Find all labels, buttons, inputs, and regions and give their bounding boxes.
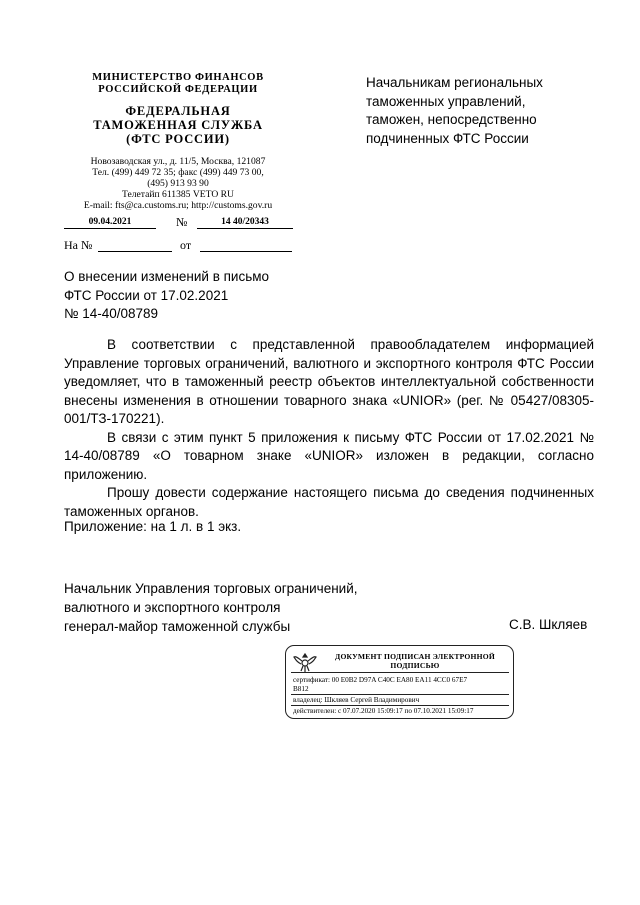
signer-position-line: валютного и экспортного контроля xyxy=(64,600,281,615)
number-sign: № xyxy=(176,215,188,229)
attachment-note: Приложение: на 1 л. в 1 экз. xyxy=(64,519,242,534)
service-line: (ФТС РОССИИ) xyxy=(126,132,230,146)
letter-date: 09.04.2021 xyxy=(64,217,156,229)
service-line: ФЕДЕРАЛЬНАЯ xyxy=(125,104,231,118)
letter-number: 14 40/20343 xyxy=(197,217,293,229)
recipient-line: Начальникам региональных xyxy=(366,75,543,90)
signer-position xyxy=(64,579,464,636)
contacts-block xyxy=(58,156,298,211)
recipient-line: таможен, непосредственно xyxy=(366,112,537,127)
ministry-line: РОССИЙСКОЙ ФЕДЕРАЦИИ xyxy=(98,84,258,95)
stamp-divider xyxy=(291,694,509,695)
signer-position-line: Начальник Управления торговых ограничений, xyxy=(64,581,358,596)
stamp-validity: действителен: с 07.07.2020 15:09:17 по 07.10.2021 15:09:17 xyxy=(293,707,474,715)
body-paragraph: В соответствии с представленной правообладателем информацией Управление торговых ограничений, валютного и экспортного контроля ФТС России уведомляет, что в таможенный реестр объектов интеллектуальной собственности внесены изменения в отношении товарного знака «UNIOR» (рег. № 05427/08305-001/ТЗ-170221). xyxy=(64,337,594,426)
reference-date-label: от xyxy=(180,238,192,252)
contact-line: Новозаводская ул., д. 11/5, Москва, 121087 xyxy=(90,156,266,167)
contact-line: (495) 913 93 90 xyxy=(147,178,209,189)
stamp-title-line: ДОКУМЕНТ ПОДПИСАН ЭЛЕКТРОННОЙ xyxy=(335,652,495,661)
stamp-certificate: сертификат: 00 E0B2 D97A C40C EA80 EA11 4CC0 67E7 xyxy=(293,676,468,684)
body-paragraph: Прошу довести содержание настоящего письма до сведения подчиненных таможенных органов. xyxy=(64,485,594,519)
contact-line: E-mail: fts@ca.customs.ru; http://customs.gov.ru xyxy=(83,200,273,211)
recipient-line: таможенных управлений, xyxy=(366,93,526,109)
reference-number-blank xyxy=(98,251,172,252)
registration-line xyxy=(64,217,296,233)
stamp-divider xyxy=(291,705,509,706)
stamp-certificate-cont: B812 xyxy=(293,685,309,693)
subject-line: № 14-40/08789 xyxy=(64,306,159,321)
sender-header xyxy=(58,72,298,211)
stamp-title-line: ПОДПИСЬЮ xyxy=(390,661,440,670)
recipient-block xyxy=(366,74,596,148)
stamp-title xyxy=(320,652,510,670)
ministry-line: МИНИСТЕРСТВО ФИНАНСОВ xyxy=(92,72,264,83)
reference-line xyxy=(64,238,296,256)
contact-line: Тел. (499) 449 72 35; факс (499) 449 73 00, xyxy=(92,167,264,178)
subject-line: ФТС России от 17.02.2021 xyxy=(64,287,229,303)
service-name xyxy=(58,104,298,146)
letter-subject xyxy=(64,268,324,324)
service-line: ТАМОЖЕННАЯ СЛУЖБА xyxy=(93,118,263,132)
reference-number-label: На № xyxy=(64,238,93,252)
signer-position-line: генерал-майор таможенной службы xyxy=(64,619,291,634)
stamp-owner: владелец: Шкляев Сергей Владимирович xyxy=(293,696,420,704)
electronic-signature-stamp xyxy=(285,645,514,719)
recipient-line: подчиненных ФТС России xyxy=(366,130,529,146)
signer-name: С.В. Шкляев xyxy=(509,617,588,632)
body-paragraph: В связи с этим пункт 5 приложения к письму ФТС России от 17.02.2021 № 14-40/08789 «О товарном знаке «UNIOR» изложен в редакции, согласно приложению. xyxy=(64,429,594,482)
eagle-emblem-icon xyxy=(293,651,317,673)
contact-line: Телетайп 611385 VETO RU xyxy=(122,189,234,200)
reference-date-blank xyxy=(200,251,292,252)
stamp-divider xyxy=(291,672,509,673)
subject-line: О внесении изменений в письмо xyxy=(64,269,270,284)
ministry-name xyxy=(58,72,298,96)
letter-body xyxy=(64,336,594,521)
